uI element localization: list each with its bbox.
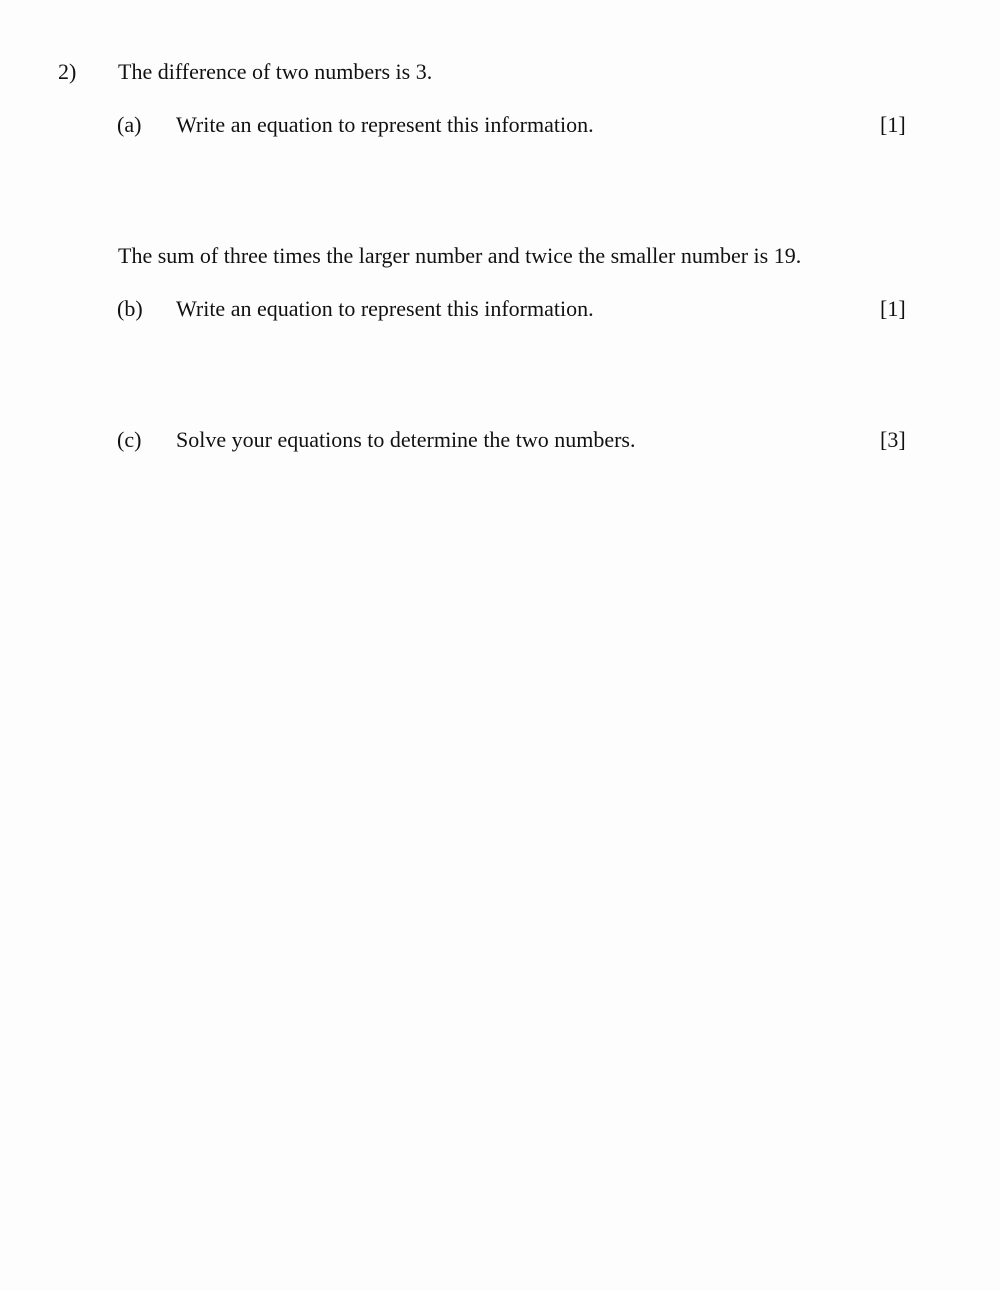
part-text: Write an equation to represent this information. — [176, 112, 594, 137]
question-stem-2: The sum of three times the larger number and twice the smaller number is 19. — [118, 243, 802, 268]
part-label: (b) — [117, 296, 143, 321]
part-marks: [1] — [880, 112, 906, 137]
part-marks: [1] — [880, 296, 906, 321]
part-label: (a) — [117, 112, 142, 137]
question-stem: The difference of two numbers is 3. — [118, 59, 433, 84]
question-number: 2) — [58, 59, 77, 84]
part-label: (c) — [117, 427, 142, 452]
part-text: Write an equation to represent this information. — [176, 296, 594, 321]
part-marks: [3] — [880, 427, 906, 452]
part-text: Solve your equations to determine the two numbers. — [176, 427, 636, 452]
